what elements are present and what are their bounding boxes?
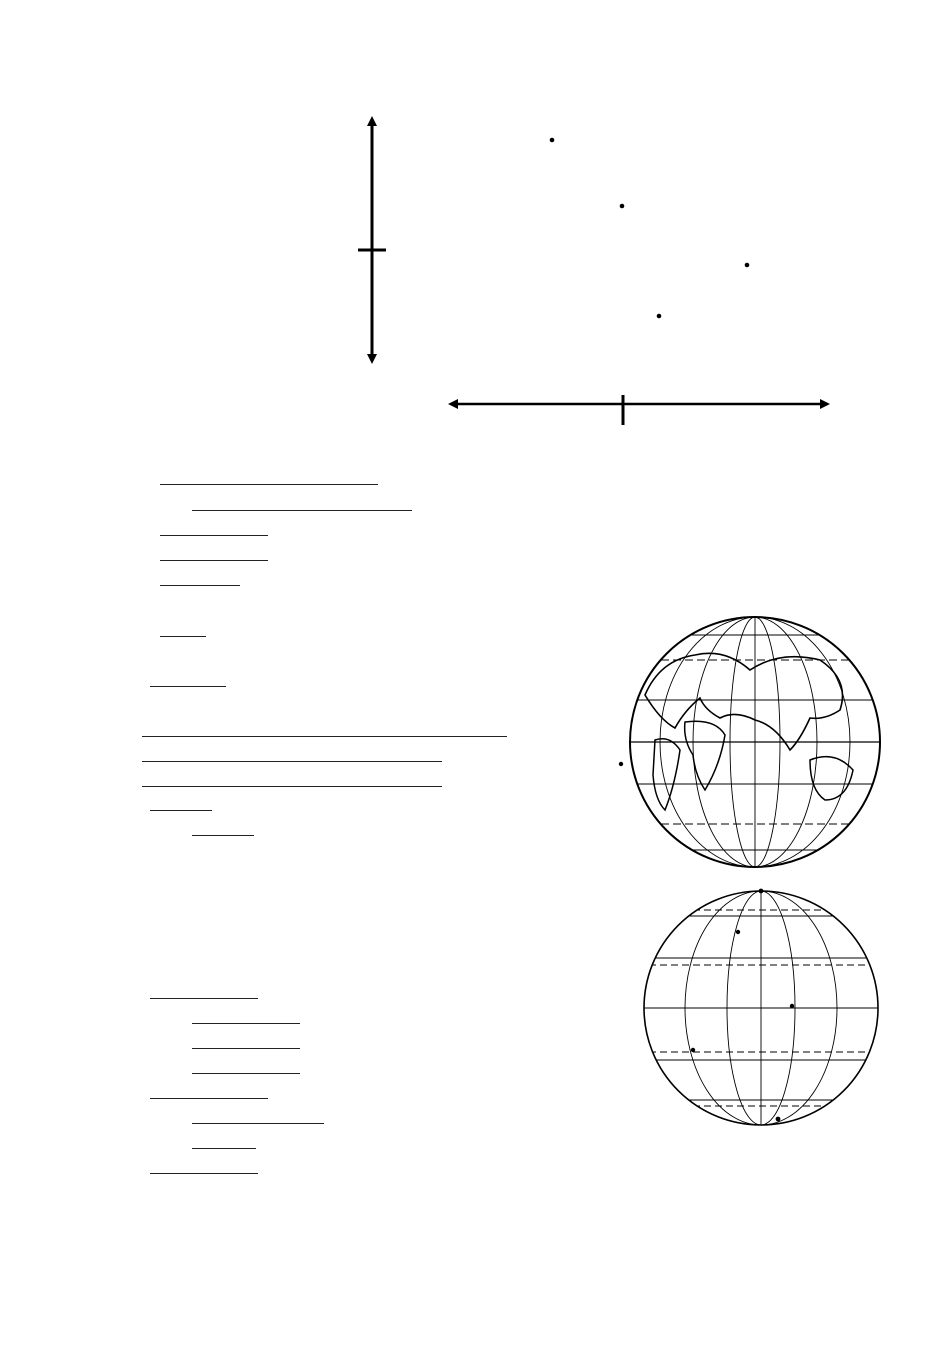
q3-c-blank[interactable]	[192, 1034, 300, 1049]
q1-direct-sun-blank[interactable]	[200, 571, 240, 586]
q3-item-2	[192, 1009, 300, 1028]
q2-item-ab	[142, 722, 507, 741]
globe-point-e-dot	[619, 762, 623, 766]
q3-ba-direction-blank[interactable]	[150, 1159, 212, 1174]
point-c-dot	[657, 314, 662, 319]
south-america	[653, 739, 680, 810]
q2-a-blank[interactable]	[142, 722, 325, 737]
q1-item-7	[160, 622, 206, 641]
q3-tropics-blank[interactable]	[150, 1084, 204, 1099]
q3-point-b-dot	[691, 1048, 695, 1052]
south-pole-dot	[776, 1117, 781, 1122]
q2-item-1	[150, 672, 226, 691]
q2-item-ef	[142, 772, 442, 791]
east-arrow-icon	[820, 399, 830, 409]
q3-d-blank[interactable]	[192, 1059, 300, 1074]
point-d-dot	[745, 263, 750, 268]
q3-point-a-dot	[736, 930, 740, 934]
q1-item-4	[160, 546, 268, 565]
q2-item-3b	[192, 821, 254, 840]
q3-item-6	[192, 1109, 324, 1128]
q3-cd-direction-blank[interactable]	[212, 1159, 258, 1174]
q3-item-3	[192, 1034, 300, 1053]
q1-item-3	[160, 521, 268, 540]
q3-b-blank[interactable]	[192, 1009, 300, 1024]
q2-b-blank[interactable]	[325, 722, 507, 737]
q1-east-hemisphere-blank[interactable]	[160, 521, 268, 536]
q1-answer-a-blank[interactable]	[160, 470, 270, 485]
south-arrow-icon	[367, 354, 377, 364]
globe-continents-figure	[585, 600, 885, 880]
q3-item-1	[150, 984, 258, 1003]
q2-fd-direction-blank[interactable]	[192, 821, 254, 836]
q2-e-blank[interactable]	[142, 772, 292, 787]
q3-south-blank[interactable]	[192, 1109, 256, 1124]
q3-item-8	[150, 1159, 258, 1178]
q3-item-7	[192, 1134, 256, 1153]
west-arrow-icon	[448, 399, 458, 409]
q2-c-blank[interactable]	[142, 747, 292, 762]
point-a-dot	[550, 138, 555, 143]
q1-item-5	[160, 571, 240, 590]
north-arrow-icon	[367, 116, 377, 126]
q1-south-hemisphere-blank[interactable]	[160, 546, 268, 561]
point-b-dot	[620, 204, 625, 209]
q3-no-direct-sun-blank[interactable]	[192, 1134, 256, 1149]
q1-answer-c-blank[interactable]	[192, 496, 302, 511]
q2-item-3	[150, 796, 212, 815]
q1-item-2	[192, 496, 412, 515]
q3-point-c-dot	[790, 1004, 794, 1008]
poles-globe-grid	[638, 890, 888, 1130]
q1-item-1	[160, 470, 378, 489]
q1-direction-blank[interactable]	[160, 622, 206, 637]
globe-poles-figure	[628, 880, 888, 1140]
q2-hemisphere-blank[interactable]	[150, 672, 226, 687]
q3-a-blank[interactable]	[150, 984, 258, 999]
q3-west-blank[interactable]	[256, 1109, 324, 1124]
q3-item-5	[150, 1084, 268, 1103]
q1-item-6	[160, 596, 194, 614]
q2-item-cd	[142, 747, 442, 766]
q2-f-blank[interactable]	[292, 772, 442, 787]
q2-d-blank[interactable]	[292, 747, 442, 762]
northern-continents	[645, 653, 843, 750]
q1-polar-day-blank[interactable]	[160, 571, 200, 586]
north-pole-dot	[759, 889, 764, 894]
q1-answer-d-blank[interactable]	[302, 496, 412, 511]
q1-answer-b-blank[interactable]	[270, 470, 378, 485]
q3-seasons-blank[interactable]	[204, 1084, 268, 1099]
africa	[685, 721, 725, 790]
q3-item-4	[192, 1059, 300, 1078]
q2-fa-direction-blank[interactable]	[150, 796, 212, 811]
latlong-grid-figure	[330, 110, 850, 440]
globe-grid	[625, 615, 885, 870]
